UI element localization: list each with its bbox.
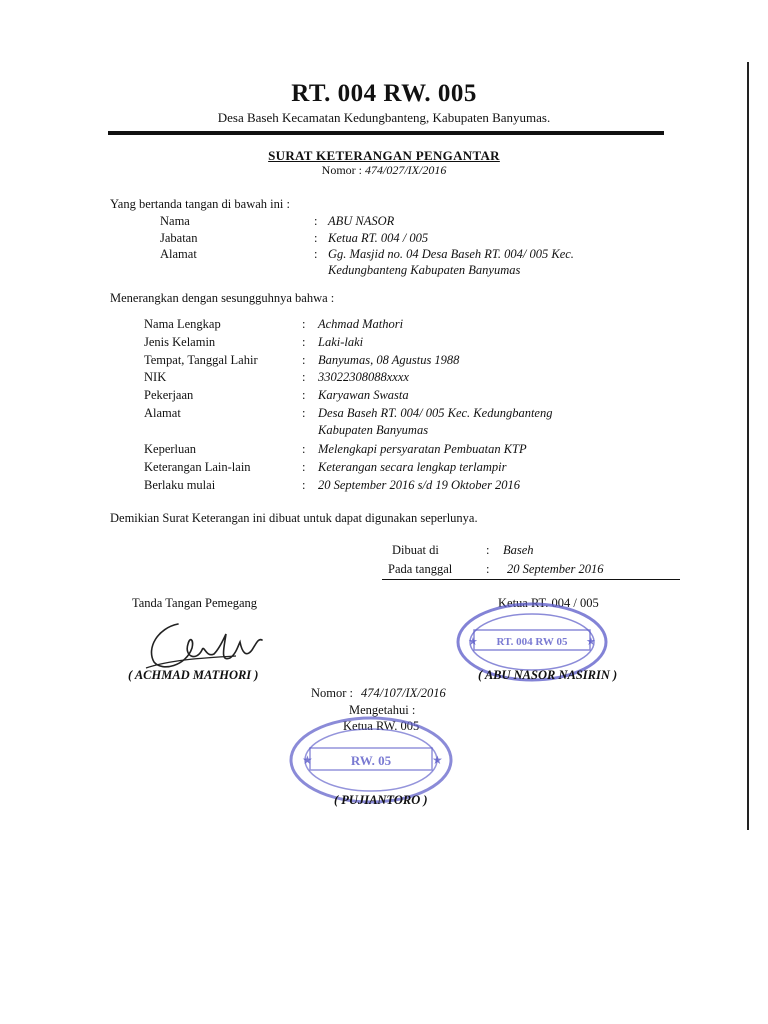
signer-value: Ketua RT. 004 / 005 (328, 231, 429, 245)
document-title: SURAT KETERANGAN PENGANTAR (268, 148, 500, 163)
rt-head-name: ( ABU NASOR NASIRIN ) (478, 668, 618, 682)
subject-label: Pekerjaan (144, 388, 194, 402)
colon: : (302, 317, 306, 331)
rw-number-value: 474/107/IX/2016 (361, 686, 446, 700)
signer-value: Gg. Masjid no. 04 Desa Baseh RT. 004/ 005 Kec. (328, 247, 574, 261)
subject-value: Achmad Mathori (318, 317, 404, 331)
signer-label: Jabatan (160, 231, 198, 245)
dated-place-value: Baseh (503, 543, 534, 557)
subject-value: 20 September 2016 s/d 19 Oktober 2016 (318, 478, 521, 492)
rw-head-label: Ketua RW. 005 (343, 719, 420, 733)
header-subtitle: Desa Baseh Kecamatan Kedungbanteng, Kabupaten Banyumas. (217, 110, 551, 125)
svg-text:★: ★ (432, 753, 443, 767)
signer-label: Alamat (160, 247, 197, 261)
svg-text:★: ★ (586, 636, 596, 648)
subject-label: Jenis Kelamin (144, 335, 216, 349)
header-title: RT. 004 RW. 005 (291, 80, 477, 107)
document-number-label: Nomor : (321, 163, 362, 177)
signer-intro: Yang bertanda tangan di bawah ini : (110, 197, 290, 211)
rw-stamp-text: RW. 05 (350, 753, 392, 768)
colon: : (302, 370, 306, 384)
subject-label: Keperluan (144, 442, 197, 456)
subject-label: Nama Lengkap (144, 317, 221, 331)
subject-label: Alamat (144, 406, 181, 420)
colon: : (314, 214, 318, 228)
subject-value: Laki-laki (318, 335, 364, 349)
colon: : (314, 231, 318, 245)
dated-date-value: 20 September 2016 (507, 562, 604, 576)
holder-name: ( ACHMAD MATHORI ) (128, 668, 259, 682)
colon: : (302, 353, 306, 367)
document-number-value: 474/027/IX/2016 (365, 163, 447, 177)
rw-acknowledge: Mengetahui : (349, 703, 416, 717)
dated-underline (382, 579, 680, 580)
dated-place-label: Dibuat di (392, 543, 439, 557)
closing-statement: Demikian Surat Keterangan ini dibuat untuk dapat digunakan seperlunya. (110, 511, 478, 525)
subject-label: Tempat, Tanggal Lahir (144, 353, 258, 367)
dated-date-label: Pada tanggal (388, 562, 453, 576)
svg-text:★: ★ (302, 753, 313, 767)
colon: : (302, 406, 306, 420)
colon: : (302, 388, 306, 402)
subject-value: Melengkapi persyaratan Pembuatan KTP (318, 442, 527, 456)
signer-value-continued: Kedungbanteng Kabupaten Banyumas (328, 263, 521, 277)
rw-number-label: Nomor : (311, 686, 354, 700)
colon: : (302, 460, 306, 474)
subject-label: Berlaku mulai (144, 478, 216, 492)
header-divider (108, 131, 664, 135)
rw-head-name: ( PUJIANTORO ) (334, 793, 428, 807)
colon: : (314, 247, 318, 261)
subject-intro: Menerangkan dengan sesungguhnya bahwa : (110, 291, 335, 305)
colon: : (486, 562, 490, 576)
colon: : (302, 335, 306, 349)
colon: : (486, 543, 490, 557)
document-number (0, 163, 768, 178)
subject-value: 33022308088xxxx (318, 370, 409, 384)
holder-signature (140, 614, 280, 676)
subject-value-continued: Kabupaten Banyumas (318, 423, 429, 437)
svg-text:★: ★ (468, 636, 478, 648)
subject-label: Keterangan Lain-lain (144, 460, 251, 474)
holder-signature-label: Tanda Tangan Pemegang (132, 596, 258, 610)
subject-label: NIK (144, 370, 167, 384)
rt-head-label: Ketua RT. 004 / 005 (498, 596, 599, 610)
signer-label: Nama (160, 214, 190, 228)
colon: : (302, 442, 306, 456)
subject-value: Karyawan Swasta (318, 388, 409, 402)
subject-value: Keterangan secara lengkap terlampir (318, 460, 507, 474)
rt-stamp-text: RT. 004 RW 05 (496, 636, 568, 648)
colon: : (302, 478, 306, 492)
subject-value: Desa Baseh RT. 004/ 005 Kec. Kedungbanteng (318, 406, 553, 420)
subject-value: Banyumas, 08 Agustus 1988 (318, 353, 460, 367)
signer-value: ABU NASOR (328, 214, 395, 228)
